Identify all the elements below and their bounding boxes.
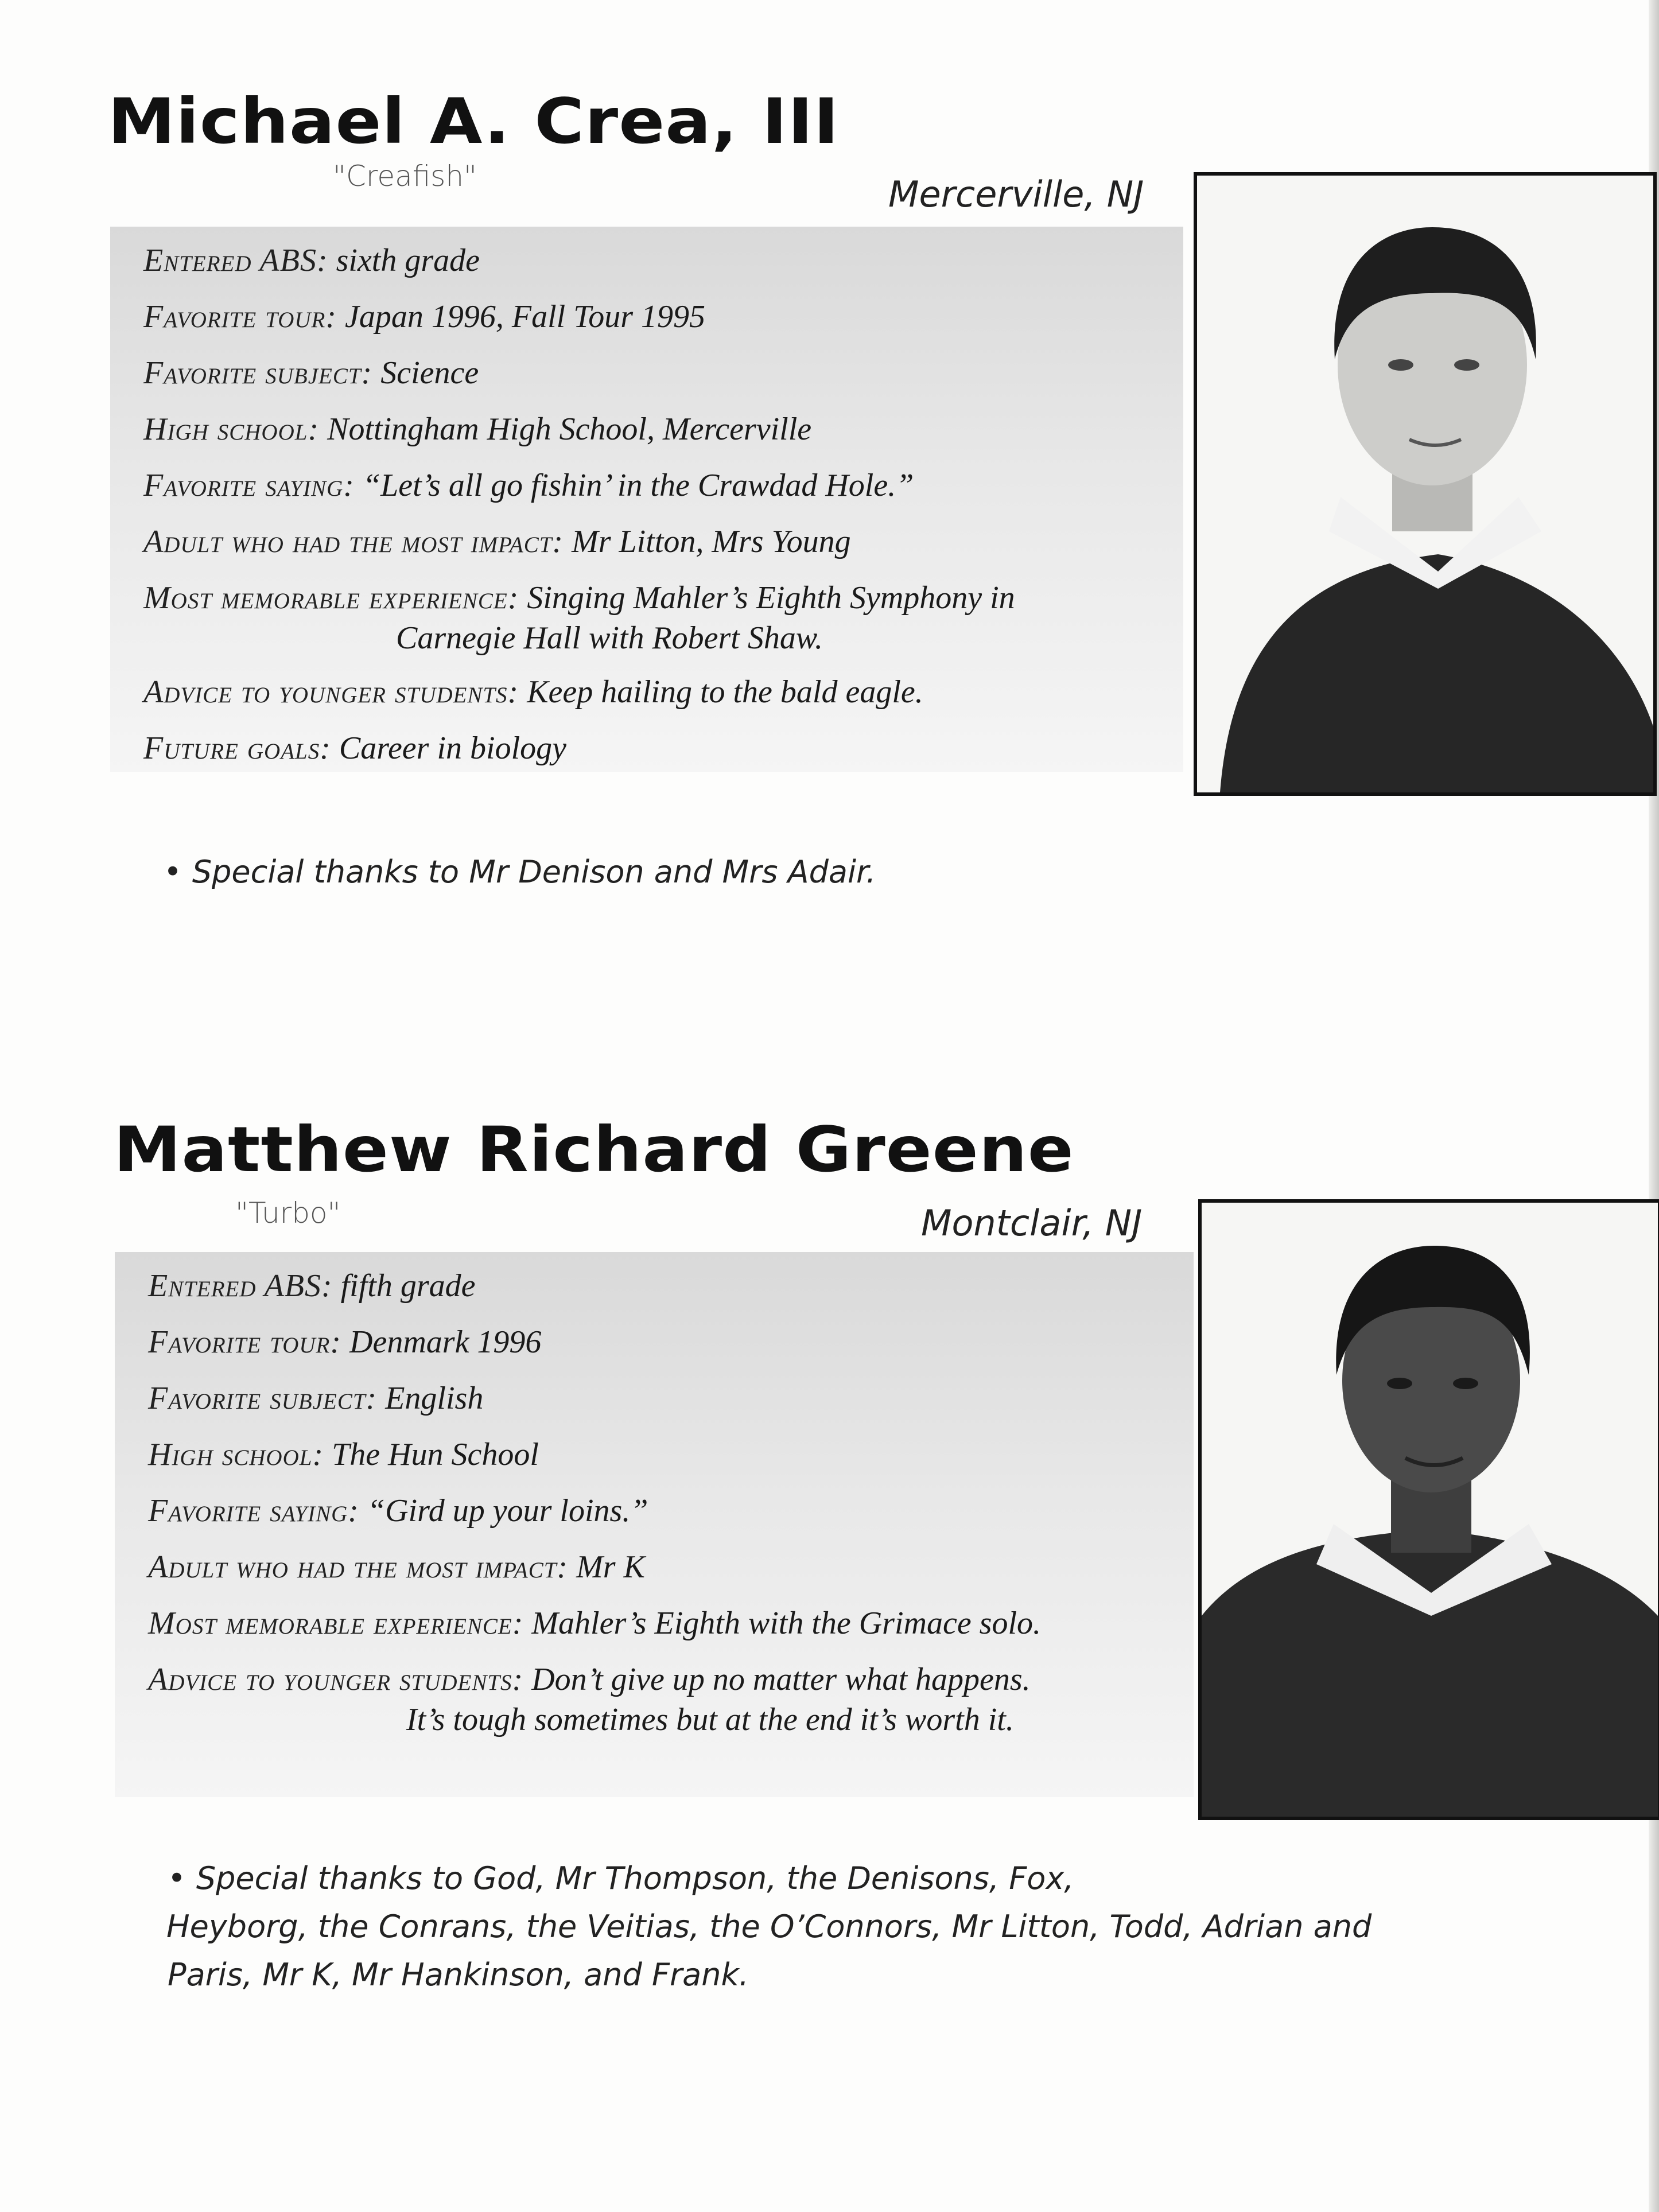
student-portrait-photo [1198, 1199, 1659, 1820]
field-subject: Favorite subject: Science [143, 355, 479, 391]
field-experience: Most memorable experience: Singing Mahler’s Eighth Symphony in [143, 580, 1015, 616]
field-tour: Favorite tour: Japan 1996, Fall Tour 1995 [143, 299, 706, 335]
field-goals: Future goals: Career in biology [143, 730, 566, 766]
thanks-text: Special thanks to Mr Denison and Mrs Adair. [192, 854, 876, 890]
field-advice-continued: It’s tough sometimes but at the end it’s worth it. [406, 1702, 1014, 1737]
field-adult: Adult who had the most impact: Mr K [148, 1549, 645, 1585]
field-experience-continued: Carnegie Hall with Robert Shaw. [396, 620, 823, 656]
field-advice: Advice to younger students: Don’t give up no matter what happens. [148, 1662, 1031, 1697]
student-nickname: "Creafish" [333, 160, 477, 193]
field-saying: Favorite saying: “Gird up your loins.” [148, 1493, 648, 1529]
field-adult: Adult who had the most impact: Mr Litton, Mrs Young [143, 524, 851, 559]
field-experience: Most memorable experience: Mahler’s Eighth with the Grimace solo. [148, 1605, 1042, 1641]
field-saying: Favorite saying: “Let’s all go fishin’ in the Crawdad Hole.” [143, 468, 914, 503]
field-entered: Entered ABS: sixth grade [143, 243, 480, 278]
profile-panel [115, 1252, 1194, 1797]
profile-fields [148, 1265, 1238, 1739]
field-subject: Favorite subject: English [148, 1381, 484, 1416]
thanks-line-1: • Special thanks to God, Mr Thompson, the Denisons, Fox, [168, 1860, 1074, 1896]
special-thanks [168, 1855, 1372, 1999]
student-hometown: Montclair, NJ [921, 1202, 1143, 1244]
student-name: Michael A. Crea, III [108, 85, 840, 158]
student-name: Matthew Richard Greene [114, 1113, 1074, 1186]
thanks-line-3: Paris, Mr K, Mr Hankinson, and Frank. [168, 1957, 749, 1993]
field-high-school: High school: The Hun School [148, 1437, 539, 1472]
thanks-line-2: Heyborg, the Conrans, the Veitias, the O’Connors, Mr Litton, Todd, Adrian and [166, 1908, 1372, 1945]
field-advice: Advice to younger students: Keep hailing to the bald eagle. [143, 674, 923, 710]
bullet-icon: • [164, 854, 182, 890]
student-nickname: "Turbo" [235, 1196, 341, 1230]
field-entered: Entered ABS: fifth grade [148, 1268, 476, 1304]
field-high-school: High school: Nottingham High School, Mercerville [143, 411, 812, 447]
bullet-icon: • [168, 1860, 186, 1896]
field-tour: Favorite tour: Denmark 1996 [148, 1324, 542, 1360]
student-hometown: Mercerville, NJ [888, 173, 1144, 215]
